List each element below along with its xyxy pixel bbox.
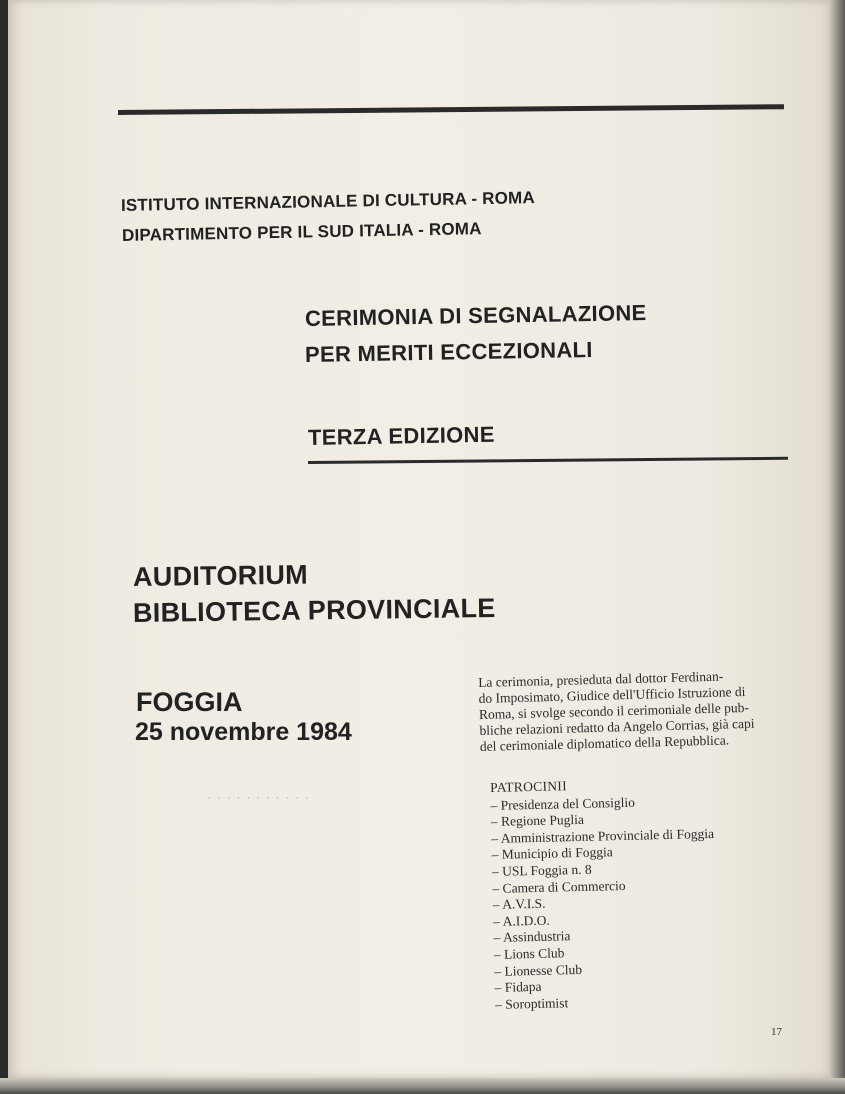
institute-name: ISTITUTO INTERNAZIONALE DI CULTURA - ROMA [120,188,536,215]
description-line: bliche relazioni redatto da Angelo Corrias, già capi [479,715,755,738]
ceremony-description [478,666,810,755]
patron-item: – Amministrazione Provinciale di Foggia [491,826,714,848]
description-line: La cerimonia, presieduta dal dottor Ferdinan- [478,668,724,690]
paper-sheet [8,0,830,1078]
patron-item: – Municipio di Foggia [492,842,715,864]
patron-item: – USL Foggia n. 8 [492,859,715,881]
page-number: 17 [771,1026,782,1038]
ceremony-title-line2: PER MERITI ECCEZIONALI [304,336,593,367]
patron-item: – Lions Club [494,942,717,964]
book-page-edge [830,0,845,1094]
edition-label: TERZA EDIZIONE [307,421,495,450]
venue-line1: AUDITORIUM [132,559,309,592]
patron-item: – A.I.D.O. [493,909,716,931]
edition-rule [308,457,788,464]
patron-item: – Soroptimist [495,992,718,1014]
description-line: do Imposimato, Giudice dell'Ufficio Istruzione di [478,684,746,706]
city-name: FOGGIA [136,687,243,717]
patron-item: – Presidenza del Consiglio [490,793,713,815]
patron-item: – Lionesse Club [494,958,717,980]
patron-item: – Regione Puglia [491,809,714,831]
print-specks: · · · · · · · · · · · [208,794,311,804]
patrocinii-list [490,793,718,1014]
patrocinii-section [490,775,718,1013]
patron-item: – Assindustria [493,925,716,947]
patrocinii-title: PATROCINII [490,778,568,795]
event-date: 25 novembre 1984 [135,718,352,746]
book-bottom-edge [0,1078,845,1094]
top-rule [118,104,784,115]
description-line: Roma, si svolge secondo il cerimoniale delle pub- [478,699,750,722]
patron-item: – A.V.I.S. [493,892,716,914]
venue-line2: BIBLIOTECA PROVINCIALE [132,592,496,628]
patron-item: – Fidapa [495,975,718,997]
description-line: del cerimoniale diplomatico della Repubblica. [479,732,730,754]
department-name: DIPARTIMENTO PER IL SUD ITALIA - ROMA [121,219,482,245]
patron-item: – Camera di Commercio [492,875,715,897]
ceremony-title-line1: CERIMONIA DI SEGNALAZIONE [304,300,647,331]
